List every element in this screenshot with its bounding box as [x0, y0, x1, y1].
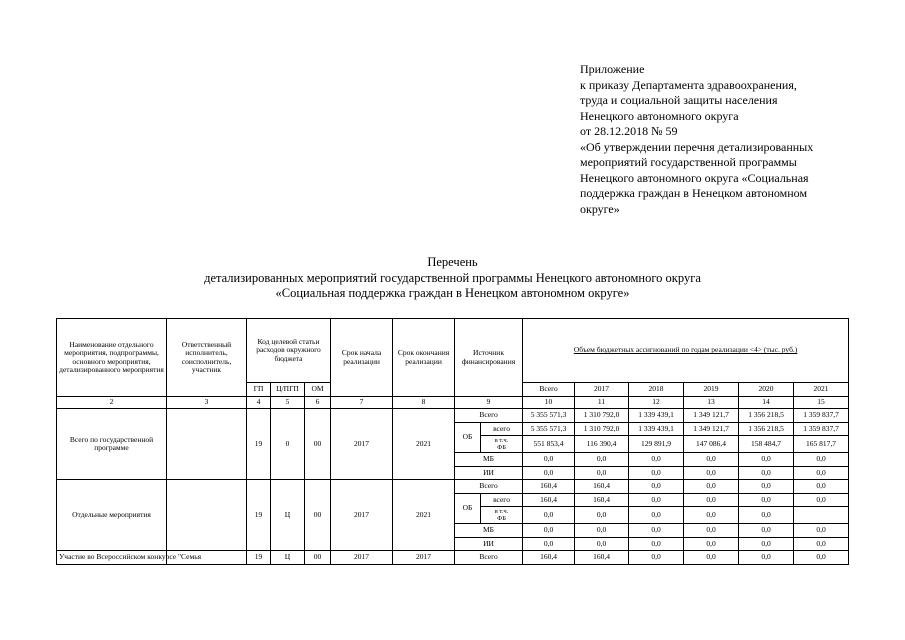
value-cell: 551 853,4 [523, 436, 575, 453]
row-gp: 19 [247, 551, 271, 565]
value-cell: 0,0 [794, 537, 849, 551]
value-cell: 0,0 [684, 480, 739, 494]
value-cell: 147 086,4 [684, 436, 739, 453]
row-cpgp: 0 [271, 409, 305, 480]
table-row [57, 409, 849, 423]
source-sublabel: всего [481, 422, 523, 436]
row-end: 2017 [393, 551, 455, 565]
row-om: 00 [305, 551, 331, 565]
value-cell: 0,0 [523, 507, 575, 524]
col-number: 8 [393, 397, 455, 409]
value-cell: 0,0 [629, 453, 684, 467]
row-cpgp: Ц [271, 480, 305, 551]
row-end: 2021 [393, 409, 455, 480]
value-cell: 0,0 [684, 453, 739, 467]
value-cell: 5 355 571,3 [523, 409, 575, 423]
col-number: 7 [331, 397, 393, 409]
source-label: ИИ [455, 466, 523, 480]
header-responsible: Ответственный исполнитель, соисполнитель, участник [167, 319, 247, 397]
value-cell: 1 310 792,0 [575, 422, 629, 436]
value-cell: 160,4 [575, 493, 629, 507]
title-line-1: Перечень [427, 255, 478, 269]
value-cell: 5 355 571,3 [523, 422, 575, 436]
value-cell: 0,0 [523, 537, 575, 551]
value-cell: 0,0 [523, 466, 575, 480]
col-number: 12 [629, 397, 684, 409]
header-year: 2021 [794, 383, 849, 397]
value-cell: 160,4 [575, 480, 629, 494]
value-cell: 1 310 792,0 [575, 409, 629, 423]
col-number: 15 [794, 397, 849, 409]
col-number: 6 [305, 397, 331, 409]
value-cell: 0,0 [629, 524, 684, 538]
incl-label: в т.ч. [494, 437, 509, 444]
row-gp: 19 [247, 480, 271, 551]
value-cell: 0,0 [794, 551, 849, 565]
header-start: Срок начала реализации [331, 319, 393, 397]
activities-table [56, 318, 849, 565]
header-end: Срок окончания реализации [393, 319, 455, 397]
header-om: ОМ [305, 383, 331, 397]
appendix-line: Приложение [580, 62, 645, 76]
value-cell: 0,0 [575, 524, 629, 538]
value-cell: 160,4 [523, 480, 575, 494]
row-name: Всего по государственной программе [57, 409, 167, 480]
source-label: Всего [455, 551, 523, 565]
col-number: 2 [57, 397, 167, 409]
value-cell: 0,0 [575, 537, 629, 551]
value-cell: 0,0 [684, 524, 739, 538]
row-start: 2017 [331, 480, 393, 551]
value-cell: 0,0 [629, 551, 684, 565]
value-cell: 160,4 [575, 551, 629, 565]
value-cell: 1 356 218,5 [739, 409, 794, 423]
row-om: 00 [305, 480, 331, 551]
value-cell: 0,0 [739, 466, 794, 480]
header-year: 2019 [684, 383, 739, 397]
value-cell: 0,0 [739, 507, 794, 524]
value-cell: 1 356 218,5 [739, 422, 794, 436]
source-label: ИИ [455, 537, 523, 551]
value-cell: 0,0 [739, 524, 794, 538]
value-cell: 0,0 [794, 493, 849, 507]
value-cell: 0,0 [794, 453, 849, 467]
value-cell [794, 507, 849, 524]
value-cell: 0,0 [629, 493, 684, 507]
fb-label: ФБ [497, 444, 506, 451]
header-name: Наименование отдельного мероприятия, подпрограммы, основного мероприятия, детализированного мероприятия [57, 319, 167, 397]
appendix-note [580, 62, 856, 217]
value-cell: 0,0 [684, 493, 739, 507]
value-cell: 129 891,9 [629, 436, 684, 453]
header-cpgp: Ц/ПГП [271, 383, 305, 397]
value-cell: 1 339 439,1 [629, 422, 684, 436]
row-responsible [167, 480, 247, 551]
row-name: Участие во Всероссийском конкурсе "Семья [57, 551, 167, 565]
value-cell: 160,4 [523, 493, 575, 507]
appendix-line: Ненецкого автономного округа «Социальная [580, 170, 809, 185]
row-end: 2021 [393, 480, 455, 551]
value-cell: 0,0 [684, 551, 739, 565]
value-cell: 160,4 [523, 551, 575, 565]
value-cell: 0,0 [684, 507, 739, 524]
col-number: 5 [271, 397, 305, 409]
value-cell: 0,0 [794, 524, 849, 538]
value-cell: 1 349 121,7 [684, 409, 739, 423]
appendix-line: мероприятий государственной программы [580, 155, 797, 169]
document-title [0, 255, 905, 302]
header-volume [523, 319, 849, 383]
value-cell: 0,0 [794, 480, 849, 494]
value-cell: 0,0 [739, 551, 794, 565]
value-cell: 0,0 [739, 453, 794, 467]
appendix-line: от 28.12.2018 № 59 [580, 124, 678, 138]
row-responsible [167, 409, 247, 480]
row-name: Отдельные мероприятия [57, 480, 167, 551]
source-label: Всего [455, 409, 523, 423]
value-cell: 1 359 837,7 [794, 409, 849, 423]
table-row [57, 480, 849, 494]
header-year: 2017 [575, 383, 629, 397]
col-number: 14 [739, 397, 794, 409]
col-number: 3 [167, 397, 247, 409]
source-label: МБ [455, 524, 523, 538]
header-year: 2018 [629, 383, 684, 397]
source-sublabel [481, 436, 523, 453]
value-cell: 1 349 121,7 [684, 422, 739, 436]
appendix-line: к приказу Департамента здравоохранения, [580, 77, 797, 92]
source-label: МБ [455, 453, 523, 467]
value-cell: 0,0 [575, 453, 629, 467]
value-cell: 158 484,7 [739, 436, 794, 453]
col-number: 11 [575, 397, 629, 409]
value-cell: 0,0 [523, 453, 575, 467]
value-cell: 1 359 837,7 [794, 422, 849, 436]
source-label: ОБ [455, 493, 481, 524]
source-sublabel [481, 507, 523, 524]
header-gp: ГП [247, 383, 271, 397]
value-cell: 0,0 [629, 537, 684, 551]
row-start: 2017 [331, 551, 393, 565]
value-cell: 0,0 [629, 466, 684, 480]
header-code: Код целевой статьи расходов окружного бюджета [247, 319, 331, 383]
col-number: 9 [455, 397, 523, 409]
source-label: Всего [455, 480, 523, 494]
row-gp: 19 [247, 409, 271, 480]
row-cpgp: Ц [271, 551, 305, 565]
title-line-3: «Социальная поддержка граждан в Ненецком автономном округе» [275, 286, 630, 300]
value-cell: 165 817,7 [794, 436, 849, 453]
value-cell: 116 390,4 [575, 436, 629, 453]
value-cell: 0,0 [684, 466, 739, 480]
appendix-line: «Об утверждении перечня детализированных [580, 139, 814, 154]
value-cell: 0,0 [629, 480, 684, 494]
value-cell: 1 339 439,1 [629, 409, 684, 423]
value-cell: 0,0 [523, 524, 575, 538]
table-row [57, 551, 849, 565]
fb-label: ФБ [497, 515, 506, 522]
incl-label: в т.ч. [494, 508, 509, 515]
appendix-line: Ненецкого автономного округа [580, 108, 739, 123]
header-volume-text: Объем бюджетных ассигнований по годам реализации <4> (тыс. руб.) [573, 345, 798, 355]
appendix-line: поддержка граждан в Ненецком автономном [580, 186, 808, 200]
col-number: 13 [684, 397, 739, 409]
value-cell: 0,0 [739, 493, 794, 507]
value-cell: 0,0 [794, 466, 849, 480]
value-cell: 0,0 [575, 507, 629, 524]
title-line-2: детализированных мероприятий государственной программы Ненецкого автономного округа [204, 270, 701, 285]
value-cell: 0,0 [575, 466, 629, 480]
appendix-line: округе» [580, 201, 620, 216]
appendix-line: труда и социальной защиты населения [580, 93, 778, 107]
value-cell: 0,0 [739, 537, 794, 551]
column-numbers-row [57, 397, 849, 409]
col-number: 10 [523, 397, 575, 409]
value-cell: 0,0 [739, 480, 794, 494]
header-year: 2020 [739, 383, 794, 397]
value-cell: 0,0 [684, 537, 739, 551]
source-sublabel: всего [481, 493, 523, 507]
source-label: ОБ [455, 422, 481, 453]
header-total: Всего [523, 383, 575, 397]
row-start: 2017 [331, 409, 393, 480]
row-om: 00 [305, 409, 331, 480]
header-source: Источник финансирования [455, 319, 523, 397]
value-cell: 0,0 [629, 507, 684, 524]
col-number: 4 [247, 397, 271, 409]
